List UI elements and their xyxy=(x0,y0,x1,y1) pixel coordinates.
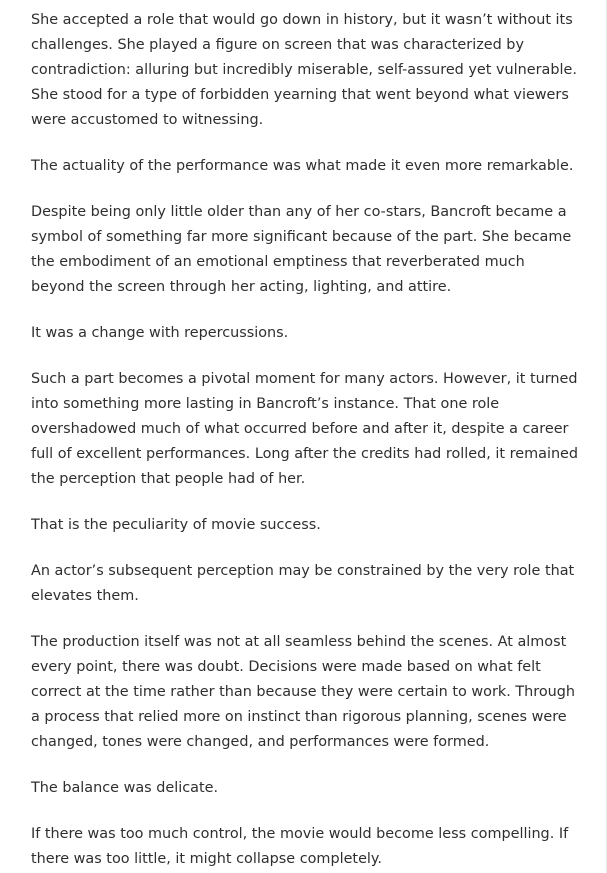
paragraph-actor-perception: An actor’s subsequent perception may be constrained by the very role that elevates them. xyxy=(31,563,575,604)
paragraph-role-challenges: She accepted a role that would go down in history, but it wasn’t without its challenges. She played a figure on screen that was characterized by contradiction: alluring but incredibly miserable, self-assured yet vulnerable. She stood for a type of forbidden yearning that went beyond what viewers were accustomed to witnessing. xyxy=(31,12,577,128)
article-body xyxy=(31,8,579,872)
paragraph-pivotal-role: Such a part becomes a pivotal moment for many actors. However, it turned into something more lasting in Bancroft’s instance. That one role overshadowed much of what occurred before and after it, despite a career full of excellent performances. Long after the credits had rolled, it remained the perception that people had of her. xyxy=(31,371,579,487)
paragraph-movie-success: That is the peculiarity of movie success. xyxy=(31,517,321,533)
paragraph-performance-actuality: The actuality of the performance was what made it even more remarkable. xyxy=(31,158,574,174)
paragraph-delicate-balance: The balance was delicate. xyxy=(31,780,219,796)
paragraph-bancroft-symbol: Despite being only little older than any of her co-stars, Bancroft became a symbol of something far more significant because of the part. She became the embodiment of an emotional emptiness that reverberated much beyond the screen through her acting, lighting, and attire. xyxy=(31,204,572,295)
paragraph-production-process: The production itself was not at all seamless behind the scenes. At almost every point, there was doubt. Decisions were made based on what felt correct at the time rather than because they were certain to work. Through a process that relied more on instinct than rigorous planning, scenes were changed, tones were changed, and performances were formed. xyxy=(31,634,576,750)
paragraph-change-repercussions: It was a change with repercussions. xyxy=(31,325,289,341)
paragraph-control-conclusion: If there was too much control, the movie would become less compelling. If there was too little, it might collapse completely. xyxy=(31,826,569,867)
